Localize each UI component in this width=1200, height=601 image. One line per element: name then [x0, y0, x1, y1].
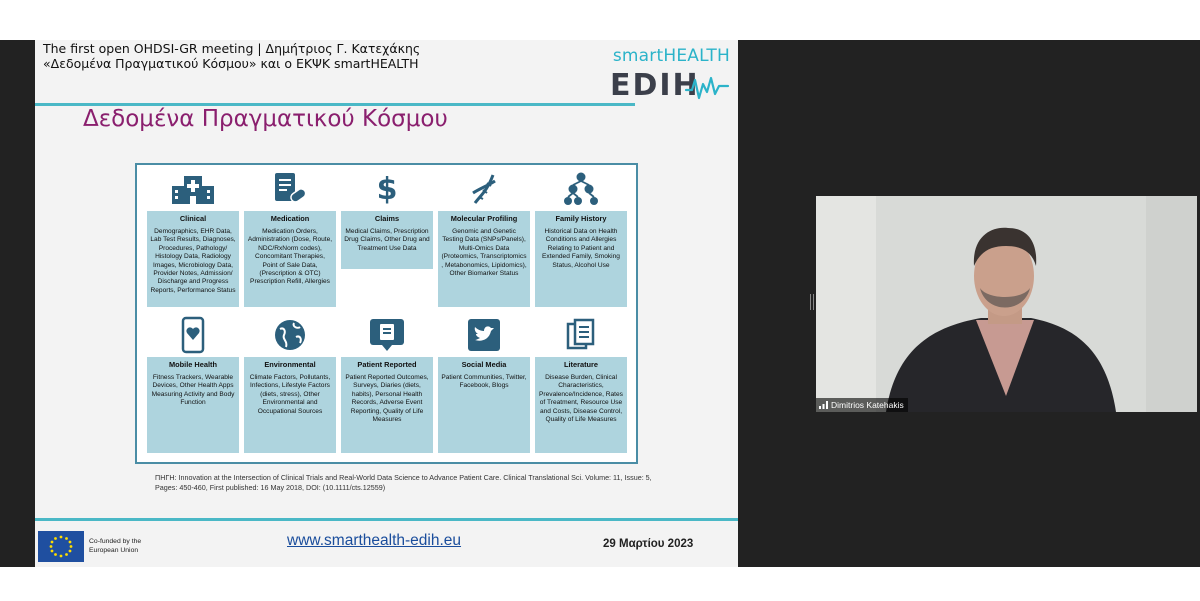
cell-body: Genomic and Genetic Testing Data (SNPs/Panels), Multi-Omics Data (Proteomics, Transcriptomics , Metabonomics, Lipidomics), Other Biomarker Status [441, 228, 527, 278]
cell-family-history [535, 167, 627, 307]
slide-title: Δεδομένα Πραγματικού Κόσμου [83, 106, 448, 132]
cell-body: Medication Orders, Administration (Dose, Route, NDC/RxNorm codes), Concomitant Therapies, Point of Sale Data, (Prescription & OTC) Prescription Refill, Allergies [247, 228, 333, 286]
svg-text:$: $ [376, 172, 398, 207]
data-sources-grid [135, 163, 638, 464]
cell-environmental [244, 313, 336, 453]
participant-video-feed [816, 196, 1197, 412]
cell-title: Social Media [461, 360, 507, 369]
cell-body: Fitness Trackers, Wearable Devices, Other Health Apps Measuring Activity and Body Function [151, 374, 235, 407]
globe-icon [272, 317, 308, 353]
cell-literature [535, 313, 627, 453]
cell-body: Disease Burden, Clinical Characteristics, Prevalence/Incidence, Rates of Treatment, Resource Use and Costs, Disease Control, Quality of Life Measures [539, 374, 623, 424]
footer-divider [35, 518, 738, 521]
cell-body: Patient Reported Outcomes, Surveys, Diaries (diets, habits), Personal Health Records, Adverse Event Reporting, Quality of Life Measures [345, 374, 429, 424]
mobile-heart-icon [181, 316, 205, 354]
smarthealth-edih-logo [600, 46, 730, 106]
cell-title: Literature [563, 360, 599, 369]
logo-bottom-text: EDIH [610, 68, 700, 103]
cell-patient-reported [341, 313, 433, 453]
cell-mobile-health [147, 313, 239, 453]
cell-title: Molecular Profiling [450, 214, 518, 223]
source-citation: ΠΗΓΗ: Innovation at the Intersection of Clinical Trials and Real-World Data Science to Advance Patient Care. Clinical Translational Sci. Volume: 11, Issue: 5, Pages: 450-460, First published: 16 May 2018, DOI: (10.1111/cts.12559) [155, 473, 652, 492]
logo-top-text: smartHEALTH [612, 46, 730, 66]
participant-video-tile[interactable] [816, 196, 1197, 412]
cell-title: Family History [555, 214, 607, 223]
cell-social-media [438, 313, 530, 453]
eu-stars-icon [38, 531, 84, 562]
cell-medication [244, 167, 336, 307]
patient-report-icon [368, 317, 406, 353]
cell-body: Demographics, EHR Data, Lab Test Results, Diagnoses, Procedures, Pathology/ Histology Data, Radiology Images, Microbiology Data, Provider Notes, Admission/ Discharge and Progress Reports, Performance Status [150, 228, 236, 294]
prescription-icon [272, 171, 308, 207]
cell-title: Claims [374, 214, 400, 223]
shared-slide [35, 40, 738, 567]
cell-clinical [147, 167, 239, 307]
cell-body: Climate Factors, Pollutants, Infections, Lifestyle Factors (diets, stress), Other Environmental and Occupational Sources [249, 374, 331, 415]
family-tree-icon [564, 171, 598, 207]
participant-name-tag [816, 398, 908, 412]
website-link[interactable]: www.smarthealth-edih.eu [287, 532, 462, 549]
eu-cofunded-text: Co-funded by the European Union [89, 538, 142, 554]
cell-title: Mobile Health [168, 360, 218, 369]
panel-resize-handle[interactable] [810, 294, 814, 310]
cell-body: Historical Data on Health Conditions and Allergies Relating to Patient and Extended Family, Smoking Status, Alcohol Use [542, 228, 620, 269]
eu-flag-icon [38, 531, 84, 562]
cell-title: Clinical [179, 214, 207, 223]
slide-date: 29 Μαρτίου 2023 [603, 538, 694, 550]
cell-title: Medication [270, 214, 310, 223]
wave-icon [684, 72, 730, 102]
twitter-icon [467, 318, 501, 352]
cell-claims [341, 167, 433, 269]
cell-molecular [438, 167, 530, 307]
slide-header-line1: The first open OHDSI-GR meeting | Δημήτριος Γ. Κατεχάκης [43, 41, 421, 56]
cell-body: Medical Claims, Prescription Drug Claims, Other Drug and Treatment Use Data [344, 228, 430, 252]
slide-header-line2: «Δεδομένα Πραγματικού Κόσμου» και ο ΕΚΨΚ smartHEALTH [43, 56, 419, 71]
dna-icon [467, 171, 501, 207]
documents-icon [566, 318, 596, 352]
cell-title: Patient Reported [357, 360, 417, 369]
dollar-icon [375, 171, 399, 207]
cell-title: Environmental [264, 360, 316, 369]
slide-header [43, 41, 420, 71]
hospital-icon [170, 172, 216, 206]
signal-bars-icon [819, 401, 828, 409]
participant-name: Dimitrios Katehakis [831, 400, 904, 410]
cell-body: Patient Communities, Twitter, Facebook, Blogs [441, 374, 527, 390]
